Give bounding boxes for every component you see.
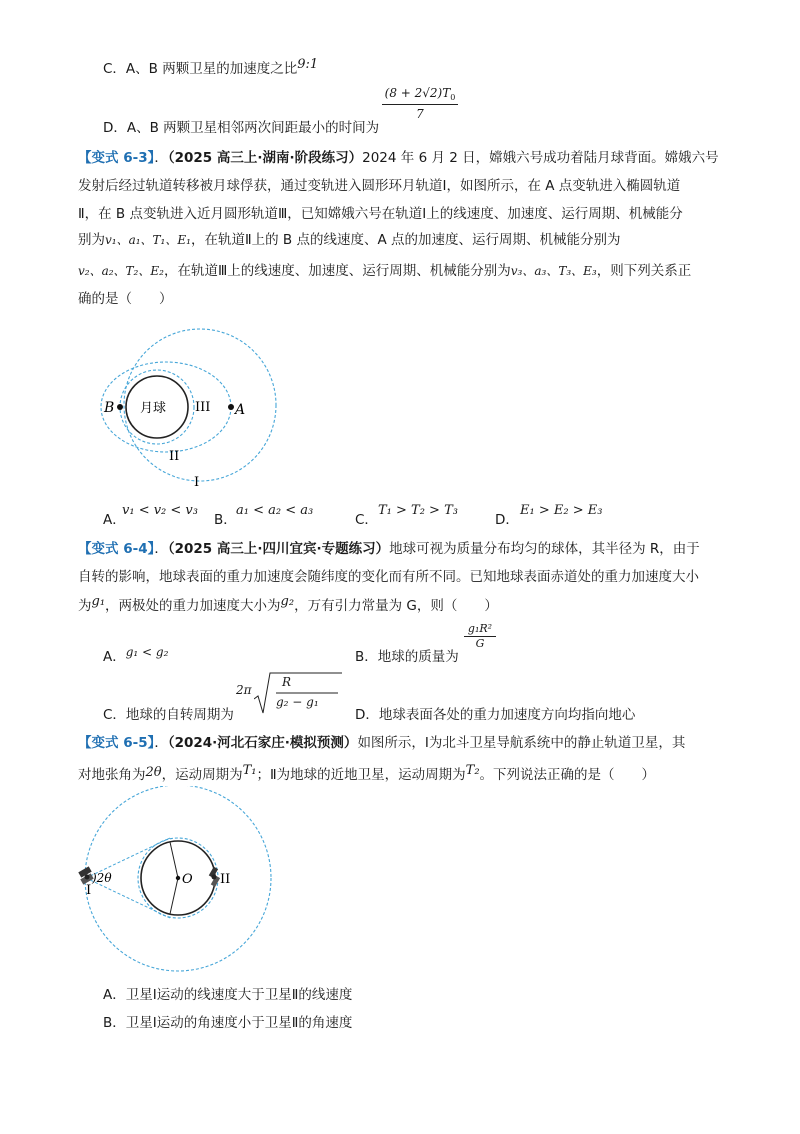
- orbit-diagram: [76, 328, 316, 493]
- label-satellite-i: I: [86, 883, 92, 898]
- fraction-numerator: (8 + 2√2)T: [384, 86, 451, 100]
- question-text: 如图所示，Ⅰ为北斗卫星导航系统中的静止轨道卫星，其: [357, 735, 686, 751]
- option-d-text: D．A、B 两颗卫星相邻两次间距最小的时间为: [103, 120, 380, 136]
- symbols-orbit-3: v₃、a₃、T₃、E₃: [510, 264, 597, 278]
- label-o: O: [182, 872, 193, 887]
- option-c-ratio: 9:1: [297, 57, 319, 72]
- formula-2pi: 2π: [236, 683, 252, 697]
- q64-option-c: C．地球的自转周期为: [103, 707, 234, 723]
- fraction-numerator: R: [282, 675, 292, 689]
- label-moon: 月球: [140, 401, 167, 416]
- question-tag: 【变式 6-4】: [78, 541, 155, 557]
- option-c-prev: [103, 57, 318, 77]
- option-d-fraction: $(8 + 2√2)T_0$ 7: [382, 86, 458, 121]
- symbol-t2: T₂: [465, 763, 480, 778]
- q64-option-b-fraction: [464, 622, 496, 650]
- q63-option-b-math: a₁ < a₂ < a₃: [236, 503, 314, 518]
- symbol-t1: T₁: [242, 763, 257, 778]
- q65-option-b: B．卫星Ⅰ运动的角速度小于卫星Ⅱ的角速度: [103, 1015, 353, 1031]
- label-a: A: [235, 402, 246, 418]
- question-text: 为g₁，两极处的重力加速度大小为g₂，万有引力常量为 G，则（ ）: [78, 594, 498, 614]
- point-a: [228, 404, 234, 410]
- satellite-diagram: [72, 786, 312, 976]
- question-source: （2024·河北石家庄·模拟预测）: [167, 735, 358, 751]
- q64-option-a: A．g₁ < g₂: [103, 645, 169, 665]
- fraction-denominator: g₂ − g₁: [276, 695, 319, 709]
- question-text: 确的是（ ）: [78, 291, 173, 307]
- label-b: B: [104, 400, 115, 416]
- q64-option-b: B．地球的质量为: [355, 649, 459, 665]
- question-text: 发射后经过轨道转移被月球俘获，通过变轨进入圆形环月轨道Ⅰ，如图所示，在 A 点变轨进入椭圆轨道: [78, 178, 681, 194]
- q63-option-a-math: v₁ < v₂ < v₃: [122, 503, 198, 518]
- q63-option-b: B．: [214, 512, 237, 528]
- q63-option-d: D．: [495, 512, 519, 528]
- question-6-3-header: 【变式 6-3】．（2025 高三上·湖南·阶段练习）2024 年 6 月 2 日，嫦娥六号成功着陆月球背面。嫦娥六号: [78, 150, 719, 166]
- center-o: [176, 876, 180, 880]
- question-6-5-header: 【变式 6-5】．（2024·河北石家庄·模拟预测）如图所示，Ⅰ为北斗卫星导航系统中的静止轨道卫星，其: [78, 735, 686, 751]
- question-text: v₂、a₂、T₂、E₂，在轨道Ⅲ上的线速度、加速度、运行周期、机械能分别为v₃、a₃、T₃、E₃，则下列关系正: [78, 263, 692, 279]
- fraction-numerator: g₁R²: [464, 622, 496, 637]
- question-6-4-header: 【变式 6-4】．（2025 高三上·四川宜宾·专题练习）地球可视为质量分布均匀的球体，其半径为 R，由于: [78, 541, 700, 557]
- option-c-text: C．A、B 两颗卫星的加速度之比: [103, 61, 298, 77]
- q65-option-a: A．卫星Ⅰ运动的线速度大于卫星Ⅱ的线速度: [103, 987, 353, 1003]
- point-b: [117, 404, 123, 410]
- label-angle: )2θ: [92, 871, 112, 885]
- question-text: 地球可视为质量分布均匀的球体，其半径为 R，由于: [389, 541, 700, 557]
- symbol-g1: g₁: [91, 594, 106, 609]
- question-text: 2024 年 6 月 2 日，嫦娥六号成功着陆月球背面。嫦娥六号: [362, 150, 719, 166]
- question-text: 别为v₁、a₁、T₁、E₁，在轨道Ⅱ上的 B 点的线速度、A 点的加速度、运行周期、机械能分别为: [78, 232, 621, 248]
- symbols-orbit-1: v₁、a₁、T₁、E₁: [105, 233, 191, 247]
- label-orbit-1: I: [194, 475, 200, 490]
- q64-option-a-math: g₁ < g₂: [125, 645, 169, 659]
- symbol-angle: 2θ: [145, 765, 162, 780]
- q63-option-c-math: T₁ > T₂ > T₃: [378, 503, 458, 518]
- question-text: Ⅱ，在 B 点变轨进入近月圆形轨道Ⅲ，已知嫦娥六号在轨道Ⅰ上的线速度、加速度、运行周期、机械能分: [78, 206, 683, 222]
- question-text: 对地张角为2θ，运动周期为T₁；Ⅱ为地球的近地卫星，运动周期为T₂。下列说法正确的是（ ）: [78, 763, 656, 783]
- question-tag: 【变式 6-3】: [78, 150, 155, 166]
- symbols-orbit-2: v₂、a₂、T₂、E₂: [78, 264, 164, 278]
- label-orbit-3: III: [195, 400, 211, 415]
- question-source: （2025 高三上·湖南·阶段练习）: [167, 150, 363, 166]
- option-d-prev: [103, 116, 379, 136]
- q64-option-d: D．地球表面各处的重力加速度方向均指向地心: [355, 707, 636, 723]
- q63-option-d-math: E₁ > E₂ > E₃: [520, 503, 603, 518]
- question-source: （2025 高三上·四川宜宾·专题练习）: [167, 541, 390, 557]
- q63-option-c: C．: [355, 512, 378, 528]
- label-satellite-ii: II: [220, 872, 231, 887]
- question-text: 自转的影响，地球表面的重力加速度会随纬度的变化而有所不同。已知地球表面赤道处的重力加速度大小: [78, 569, 699, 585]
- q63-option-a: A．: [103, 512, 126, 528]
- fraction-denominator: G: [475, 637, 485, 650]
- label-orbit-2: II: [169, 449, 180, 464]
- fraction-denominator: 7: [416, 107, 424, 121]
- question-tag: 【变式 6-5】: [78, 735, 155, 751]
- symbol-g2: g₂: [280, 594, 295, 609]
